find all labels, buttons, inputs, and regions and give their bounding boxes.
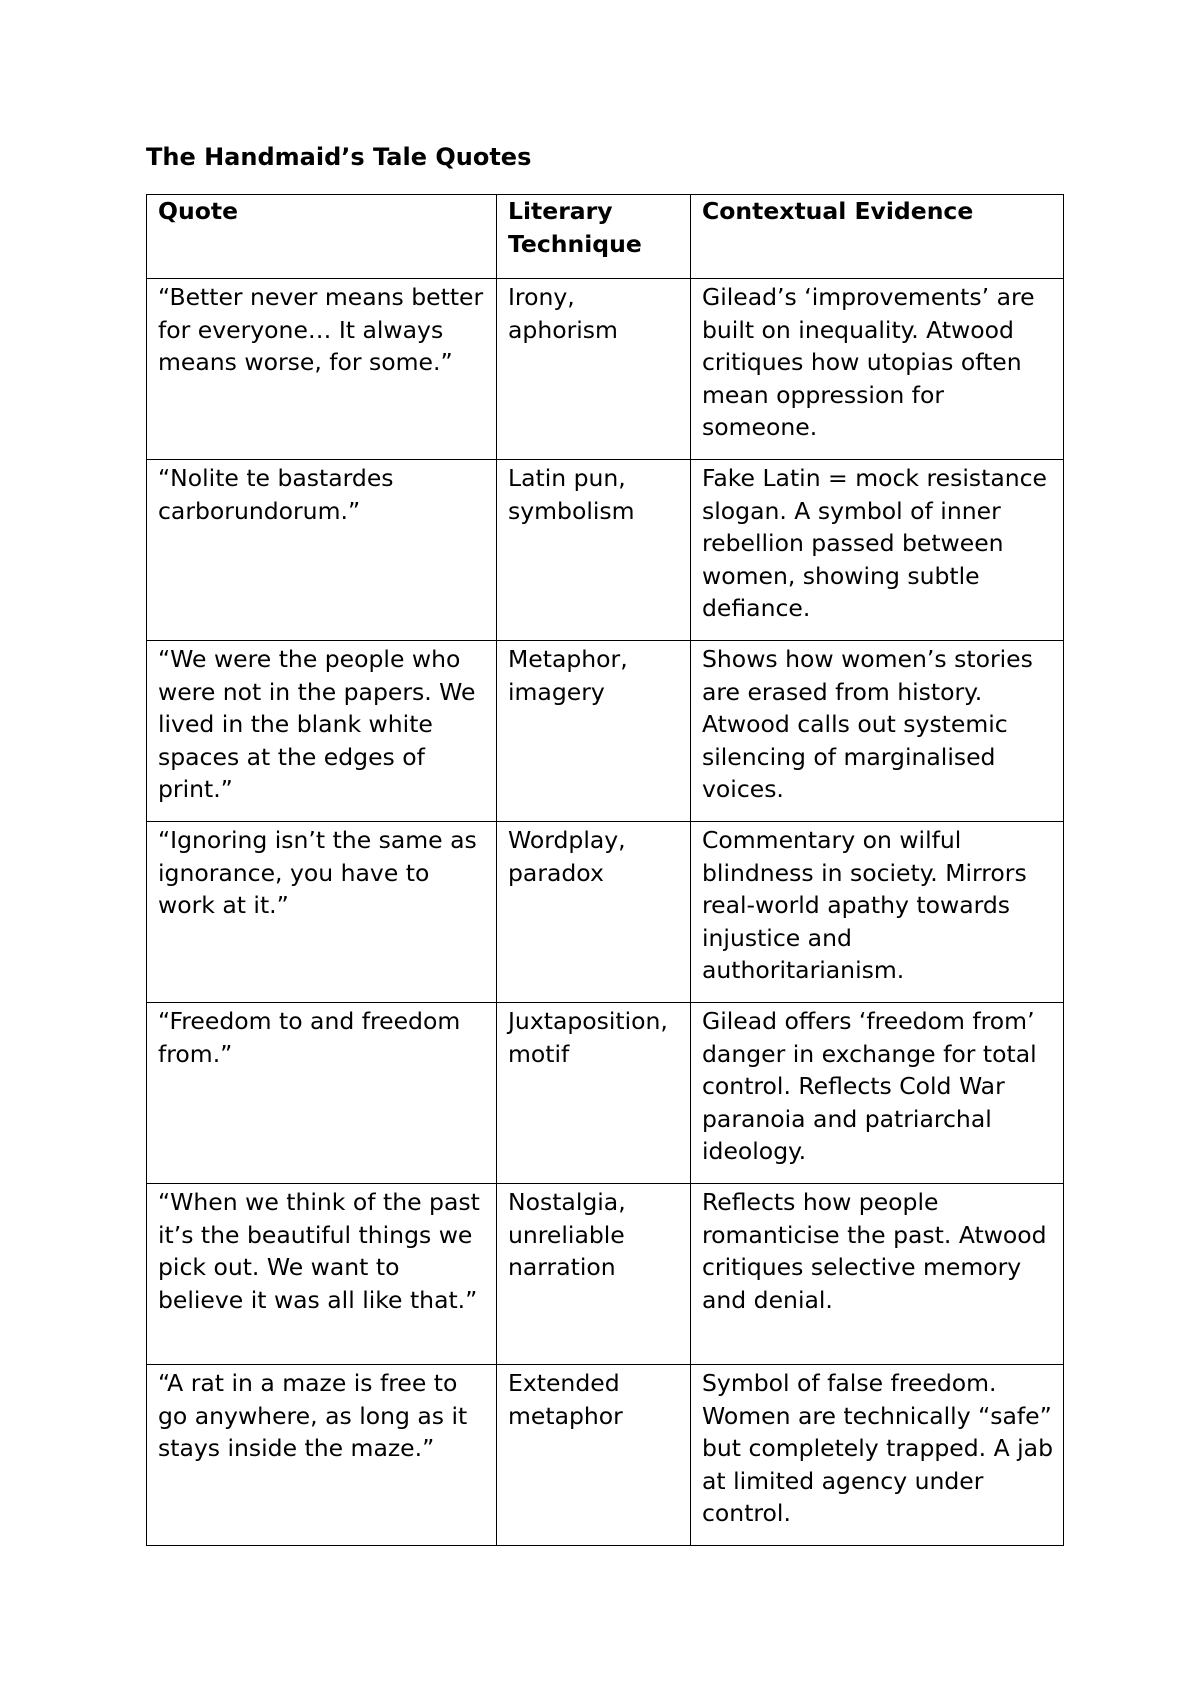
table-row [147,1365,1064,1546]
quote-cell: “Better never means better for everyone… It always means worse, for some.” [147,279,497,460]
quote-cell: “A rat in a maze is free to go anywhere, as long as it stays inside the maze.” [147,1365,497,1546]
technique-cell: Nostalgia, unreliable narration [497,1184,691,1365]
evidence-cell: Fake Latin = mock resistance slogan. A symbol of inner rebellion passed between women, showing subtle defiance. [691,460,1064,641]
table-row [147,1184,1064,1365]
quote-cell: “When we think of the past it’s the beautiful things we pick out. We want to believe it was all like that.” [147,1184,497,1365]
header-literary-technique: Literary Technique [497,195,691,279]
technique-cell: Extended metaphor [497,1365,691,1546]
table-row [147,460,1064,641]
technique-cell: Latin pun, symbolism [497,460,691,641]
technique-cell: Wordplay, paradox [497,822,691,1003]
quote-cell: “We were the people who were not in the papers. We lived in the blank white spaces at the edges of print.” [147,641,497,822]
table-row [147,822,1064,1003]
header-quote: Quote [147,195,497,279]
quote-cell: “Nolite te bastardes carborundorum.” [147,460,497,641]
evidence-cell: Commentary on wilful blindness in society. Mirrors real-world apathy towards injustice and authoritarianism. [691,822,1064,1003]
table-row [147,279,1064,460]
evidence-cell: Reflects how people romanticise the past. Atwood critiques selective memory and denial. [691,1184,1064,1365]
table-header-row [147,195,1064,279]
evidence-cell: Gilead’s ‘improvements’ are built on inequality. Atwood critiques how utopias often mean oppression for someone. [691,279,1064,460]
evidence-cell: Shows how women’s stories are erased from history. Atwood calls out systemic silencing of marginalised voices. [691,641,1064,822]
technique-cell: Juxtaposition, motif [497,1003,691,1184]
table-row [147,641,1064,822]
quotes-table [146,194,1064,1546]
evidence-cell: Symbol of false freedom. Women are technically “safe” but completely trapped. A jab at limited agency under control. [691,1365,1064,1546]
quote-cell: “Freedom to and freedom from.” [147,1003,497,1184]
header-contextual-evidence: Contextual Evidence [691,195,1064,279]
technique-cell: Irony, aphorism [497,279,691,460]
quote-cell: “Ignoring isn’t the same as ignorance, you have to work at it.” [147,822,497,1003]
evidence-cell: Gilead offers ‘freedom from’ danger in exchange for total control. Reflects Cold War paranoia and patriarchal ideology. [691,1003,1064,1184]
technique-cell: Metaphor, imagery [497,641,691,822]
document-title: The Handmaid’s Tale Quotes [146,143,532,171]
table-row [147,1003,1064,1184]
